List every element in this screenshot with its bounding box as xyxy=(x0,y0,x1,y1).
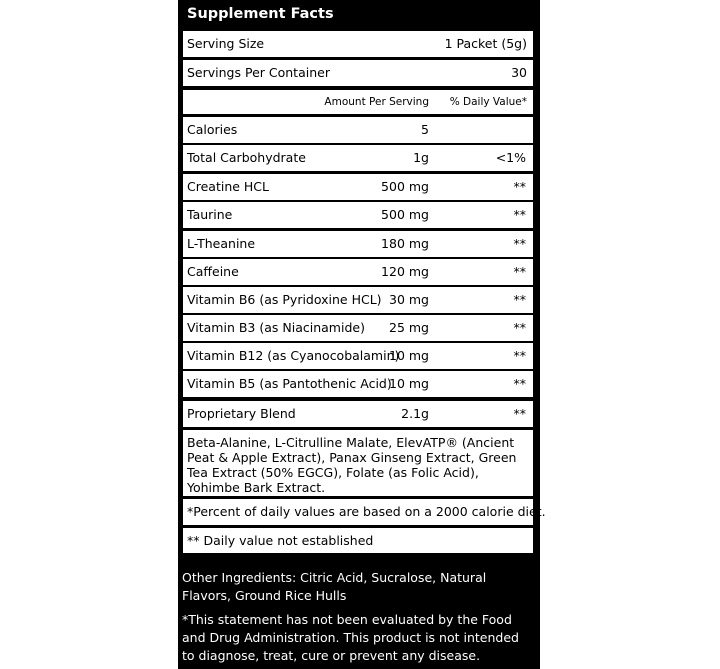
total-carbohydrate-label: Total Carbohydrate xyxy=(187,149,306,165)
ingredient-row xyxy=(183,174,533,200)
not-established-footnote: ** Daily value not established xyxy=(187,532,374,548)
ingredient-dv: ** xyxy=(513,263,526,279)
ingredient-label: Vitamin B12 (as Cyanocobalamin) xyxy=(187,347,400,363)
ingredient-label: Caffeine xyxy=(187,263,239,279)
ingredient-row xyxy=(183,371,533,397)
ingredient-label: Creatine HCL xyxy=(187,178,269,194)
ingredient-dv: ** xyxy=(513,206,526,222)
total-carbohydrate-amount: 1g xyxy=(413,149,429,165)
servings-per-container-value: 30 xyxy=(511,64,527,80)
ingredient-amount: 500 mg xyxy=(381,206,429,222)
ingredient-row xyxy=(183,343,533,369)
serving-size-value: 1 Packet (5g) xyxy=(444,35,527,51)
ingredient-amount: 500 mg xyxy=(381,178,429,194)
ingredient-dv: ** xyxy=(513,347,526,363)
serving-size-label: Serving Size xyxy=(187,35,265,51)
ingredient-dv: ** xyxy=(513,235,526,251)
proprietary-blend-label: Proprietary Blend xyxy=(187,405,296,421)
ingredient-row xyxy=(183,231,533,257)
blend-contents: Beta-Alanine, L-Citrulline Malate, ElevATP® (Ancient Peat & Apple Extract), Panax Ginseng Extract, Green Tea Extract (50% EGCG), Folate (as Folic Acid), Yohimbe Bark Extract. xyxy=(183,430,533,496)
ingredient-amount: 30 mg xyxy=(389,291,429,307)
ingredient-label: L-Theanine xyxy=(187,235,256,251)
not-established-footnote-row xyxy=(183,528,533,553)
ingredient-dv: ** xyxy=(513,291,526,307)
ingredient-row xyxy=(183,315,533,341)
column-header-row xyxy=(183,90,533,114)
ingredient-row xyxy=(183,287,533,313)
daily-value-header: % Daily Value* xyxy=(449,95,527,108)
servings-per-container-row xyxy=(183,60,533,86)
ingredient-label: Taurine xyxy=(187,206,233,222)
proprietary-blend-row xyxy=(183,401,533,427)
fda-disclaimer: *This statement has not been evaluated by the Food and Drug Administration. This product is not intended to diagnose, treat, cure or prevent any disease. xyxy=(182,612,519,663)
amount-per-serving-header: Amount Per Serving xyxy=(324,95,429,108)
daily-value-footnote-row xyxy=(183,499,546,525)
calories-label: Calories xyxy=(187,121,238,137)
ingredient-amount: 10 mg xyxy=(389,375,429,391)
ingredient-dv: ** xyxy=(513,178,526,194)
ingredient-dv: ** xyxy=(513,319,526,335)
ingredient-amount: 180 mg xyxy=(381,235,429,251)
ingredient-amount: 10 mg xyxy=(389,347,429,363)
calories-row xyxy=(183,117,533,143)
total-carbohydrate-row xyxy=(183,145,533,171)
proprietary-blend-amount: 2.1g xyxy=(401,405,429,421)
total-carbohydrate-dv: <1% xyxy=(495,149,526,165)
calories-amount: 5 xyxy=(421,121,429,137)
ingredient-amount: 120 mg xyxy=(381,263,429,279)
ingredient-row xyxy=(183,202,533,228)
proprietary-blend-dv: ** xyxy=(513,405,526,421)
ingredient-label: Vitamin B3 (as Niacinamide) xyxy=(187,319,365,335)
ingredient-label: Vitamin B5 (as Pantothenic Acid) xyxy=(187,375,392,391)
daily-value-footnote: *Percent of daily values are based on a 2000 calorie diet. xyxy=(187,503,546,519)
other-ingredients: Other Ingredients: Citric Acid, Sucralose, Natural Flavors, Ground Rice Hulls xyxy=(182,570,487,603)
panel-title: Supplement Facts xyxy=(187,6,334,22)
servings-per-container-label: Servings Per Container xyxy=(187,64,330,80)
ingredient-label: Vitamin B6 (as Pyridoxine HCL) xyxy=(187,291,382,307)
ingredient-row xyxy=(183,259,533,285)
ingredient-amount: 25 mg xyxy=(389,319,429,335)
ingredient-dv: ** xyxy=(513,375,526,391)
serving-size-row xyxy=(183,31,533,57)
